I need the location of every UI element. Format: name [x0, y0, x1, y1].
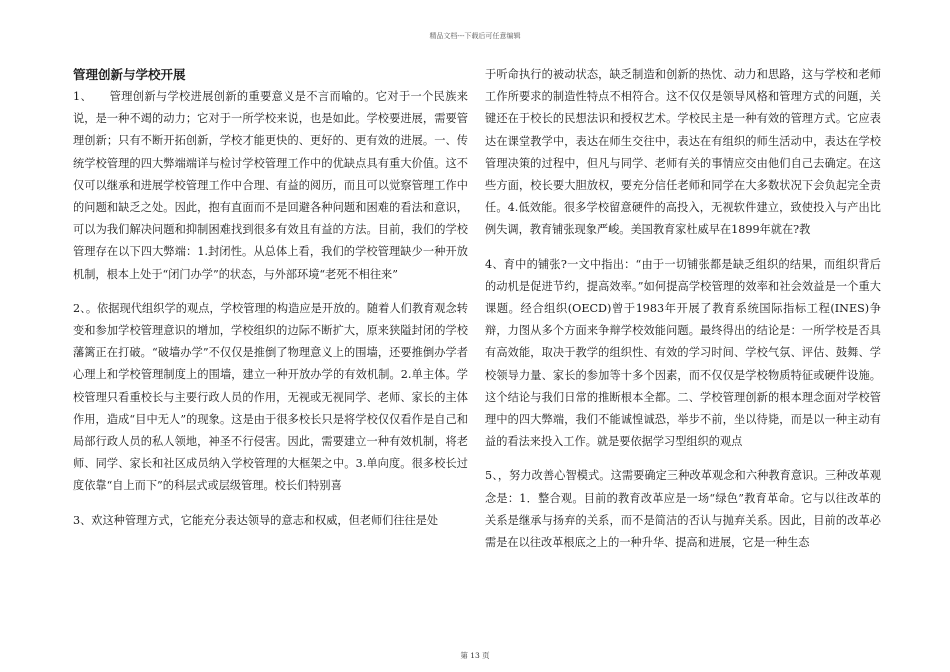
paragraph-1: 1、 管理创新与学校进展创新的重要意义是不言而喻的。它对于一个民族来说，是一种不竭的动力；它对于一所学校来说，也是如此。学校要进展，需要管理创新；只有不断开拓创新，学校才能更快的、更好的、更有效的进展。一、传统学校管理的四大弊端端详与检讨学校管理工作中的优缺点具有重大价值。这不仅可以继承和进展学校管理工作中合理、有益的阅历，而且可以觉察管理工作中的问题和缺乏之处。因此，抱有直面而不是回避各种问题和困难的看法和意识，可以为我们解决问题和抑制困难找到很多有效且有益的方法。目前，我们的学校管理存在以下四大弊端：1.封闭性。从总体上看，我们的学校管理缺少一种开放机制，根本上处于“闭门办学”的状态，与外部环境“老死不相往来”	[73, 90, 468, 281]
paragraph-4: 于听命执行的被动状态，缺乏制造和创新的热忱、动力和思路，这与学校和老师工作所要求的制造性特点不相符合。这不仅仅是领导风格和管理方式的问题，关键还在于校长的民想法识和授权艺术。学校民主是一种有效的管理方式。它应表达在课堂教学中，表达在师生交往中，表达在有组织的师生活动中，表达在学校管理决策的过程中，但凡与同学、老师有关的事情应交由他们自己去确定。在这些方面，校长要大胆放权，要充分信任老师和同学在大多数状况下会负起完全责任。4.低效能。很多学校留意硬件的高投入，无视软件建立，致使投入与产出比例失调，教育铺张现象严峻。美国教育家杜威早在1899年就在?教	[485, 68, 881, 237]
page-footer: 第 13 页	[460, 651, 490, 660]
paragraph-5: 4、育中的铺张?一文中指出：“由于一切铺张都是缺乏组织的结果，而组织背后的动机是促进节约，提高效率。”如何提高学校管理的效率和社会效益是一个重大课题。经合组织(OECD)曾于1983年开展了教育系统国际指标工程(INES)争辩，力图从多个方面来争辩学校效能问题。最终得出的结论是：一所学校是否具有高效能，取决于教学的组织性、有效的学习时间、学校气氛、评估、鼓舞、学校领导力量、家长的参加等十多个因素，而不仅仅是学校物质特征或硬件设施。这个结论与我们日常的推断根本全都。二、学校管理创新的根本理念面对学校管理中的四大弊端，我们不能诚惶诚恐，举步不前，坐以待毙，而是以一种主动有益的看法来投入工作。就是要依据学习型组织的观点	[485, 257, 881, 449]
right-column	[485, 64, 881, 554]
left-column	[73, 64, 468, 532]
paragraph-2: 2、。依据现代组织学的观点，学校管理的构造应是开放的。随着人们教育观念转变和参加学校管理意识的增加，学校组织的边际不断扩大，原来狭隘封闭的学校藩篱正在打破。“破墙办学”不仅仅是推倒了物理意义上的围墙，还要推倒办学者心理上和学校管理制度上的围墙，建立一种开放办学的有效机制。2.单主体。学校管理只看重校长与主要行政人员的作用，无视或无视同学、老师、家长的主体作用，造成“目中无人”的现象。这是由于很多校长只是将学校仅仅看作是自己和局部行政人员的私人领地，神圣不行侵害。因此，需要建立一种有效机制，将老师、同学、家长和社区成员纳入学校管理的大框架之中。3.单向度。很多校长过度依靠“自上而下”的科层式或层级管理。校长们特别喜	[73, 301, 468, 493]
page-header: 精品文档---下载后可任意编辑	[429, 32, 521, 40]
paragraph-3: 3、欢这种管理方式，它能充分表达领导的意志和权威，但老师们往往是处	[73, 513, 439, 527]
paragraph-6: 5、，努力改善心智模式。这需要确定三种改革观念和六种教育意识。三种改革观念是：1．整合观。目前的教育改革应是一场“绿色”教育革命。它与以往改革的关系是继承与扬弃的关系，而不是简洁的否认与抛弃关系。因此，目前的改革必需是在以往改革根底之上的一种升华、提高和进展，它是一种生态	[485, 469, 881, 550]
document-title: 管理创新与学校开展	[73, 67, 186, 82]
